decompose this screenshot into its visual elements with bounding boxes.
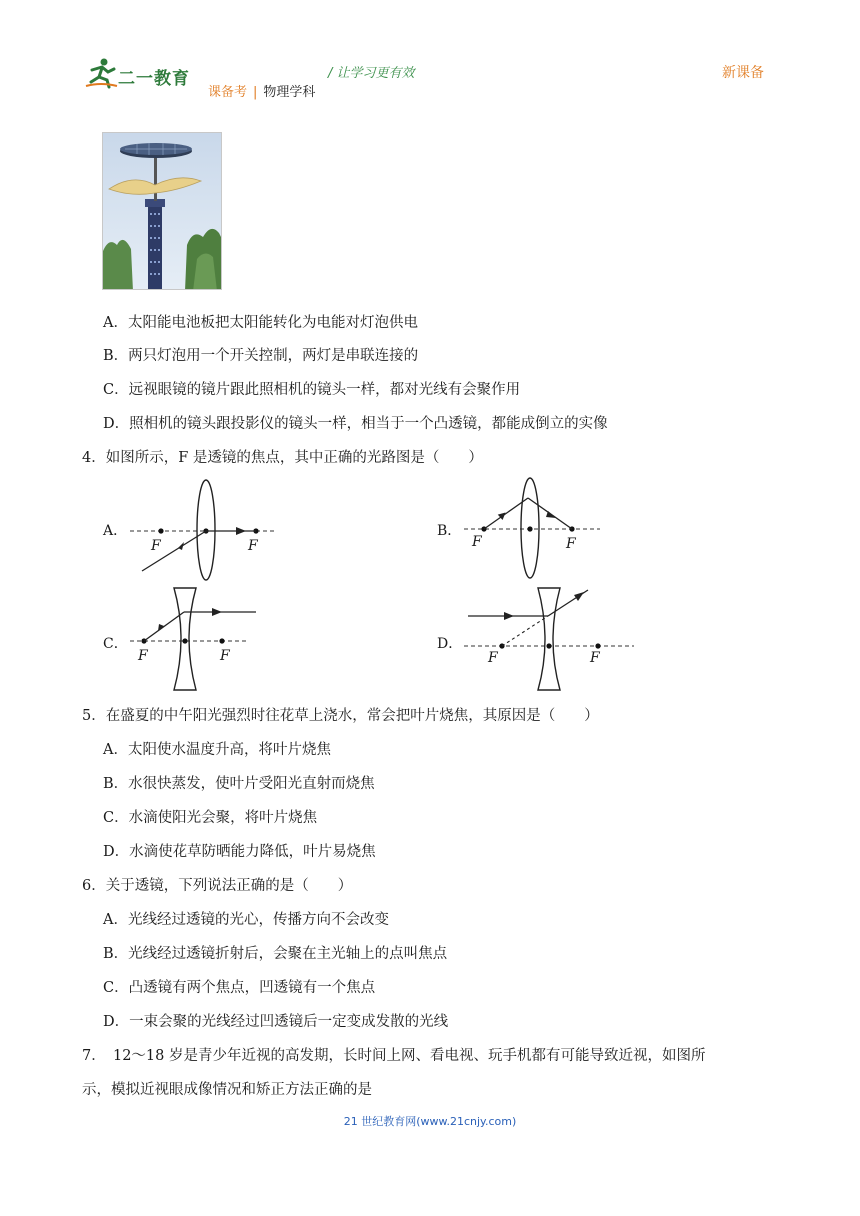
page-footer: 21 世纪教育网(www.21cnjy.com) xyxy=(343,1115,517,1128)
concave-lens-diagram-c xyxy=(128,586,268,692)
convex-lens-diagram-b xyxy=(462,476,602,580)
q7-stem-line2: 示，模拟近视眼成像情况和矫正方法正确的是 xyxy=(82,1082,372,1098)
q4-diagram-d xyxy=(462,586,638,692)
q3-option-b: B．两只灯泡用一个开关控制，两灯是串联连接的 xyxy=(103,348,419,364)
focus-label-right: F xyxy=(248,538,258,554)
q5-stem: 5．在盛夏的中午阳光强烈时往花草上浇水，常会把叶片烧焦，其原因是（ ） xyxy=(82,708,599,724)
focus-label-right: F xyxy=(220,648,230,664)
q6-option-b: B．光线经过透镜折射后，会聚在主光轴上的点叫焦点 xyxy=(103,946,448,962)
q6-stem: 6．关于透镜，下列说法正确的是（ ） xyxy=(82,878,353,894)
subject-separator: | xyxy=(253,85,258,100)
q3-option-c: C．远视眼镜的镜片跟此照相机的镜头一样，都对光线有会聚作用 xyxy=(103,382,521,398)
q4-diagram-c xyxy=(128,586,268,692)
page-header xyxy=(0,0,860,110)
q5-option-a: A．太阳使水温度升高，将叶片烧焦 xyxy=(103,742,331,758)
convex-lens-diagram-a xyxy=(128,478,278,582)
logo-text: 二一教育 xyxy=(118,69,190,89)
concave-lens-diagram-d xyxy=(462,586,638,692)
focus-label-left: F xyxy=(472,534,482,550)
q6-option-d: D．一束会聚的光线经过凹透镜后一定变成发散的光线 xyxy=(103,1014,449,1030)
q4-diagram-b xyxy=(462,476,602,580)
q4-label-d: D． xyxy=(437,636,463,652)
subject-name: 物理学科 xyxy=(263,85,316,100)
q3-option-d: D．照相机的镜头跟投影仪的镜头一样，相当于一个凸透镜，都能成倒立的实像 xyxy=(103,416,608,432)
q4-stem: 4．如图所示，F 是透镜的焦点，其中正确的光路图是（ ） xyxy=(82,450,483,466)
brand-logo xyxy=(84,56,194,90)
q5-option-d: D．水滴使花草防晒能力降低，叶片易烧焦 xyxy=(103,844,376,860)
focus-label-left: F xyxy=(138,648,148,664)
subject-prefix: 课备考 xyxy=(208,85,248,100)
subject-line xyxy=(208,81,315,100)
q4-diagram-a xyxy=(128,478,278,582)
q4-label-b: B． xyxy=(437,523,462,539)
slogan: / 让学习更有效 xyxy=(328,66,415,81)
runner-logo-icon xyxy=(84,56,118,90)
q6-option-a: A．光线经过透镜的光心，传播方向不会改变 xyxy=(103,912,389,928)
q7-stem-line1: 7． 12～18 岁是青少年近视的高发期，长时间上网、看电视、玩手机都有可能导致近视，如图所 xyxy=(82,1048,706,1064)
q4-label-a: A． xyxy=(103,523,128,539)
header-right-label: 新课备 xyxy=(722,65,764,81)
q4-label-c: C． xyxy=(103,636,128,652)
focus-label-left: F xyxy=(488,650,498,666)
focus-label-left: F xyxy=(151,538,161,554)
focus-label-right: F xyxy=(566,536,576,552)
focus-label-right: F xyxy=(590,650,600,666)
q5-option-b: B．水很快蒸发，使叶片受阳光直射而烧焦 xyxy=(103,776,375,792)
solar-street-lamp-image xyxy=(102,132,222,290)
q5-option-c: C．水滴使阳光会聚，将叶片烧焦 xyxy=(103,810,318,826)
q6-option-c: C．凸透镜有两个焦点，凹透镜有一个焦点 xyxy=(103,980,376,996)
q3-option-a: A．太阳能电池板把太阳能转化为电能对灯泡供电 xyxy=(103,315,418,331)
